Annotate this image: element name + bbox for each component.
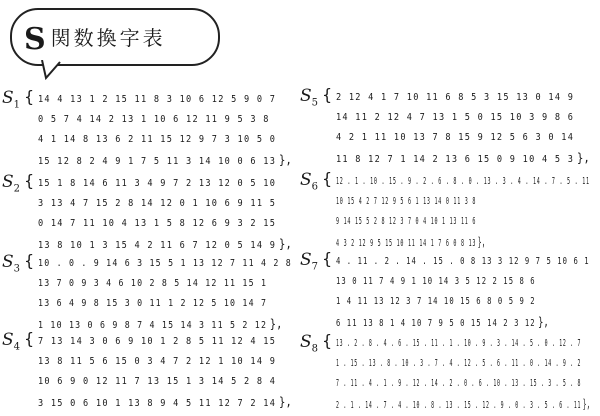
sbox-row-values: 14 4 13 1 2 15 11 8 3 10 6 12 5 9 0 7 xyxy=(38,94,277,105)
sbox-row xyxy=(38,234,292,256)
open-brace: { xyxy=(24,329,35,348)
sbox-row xyxy=(38,110,292,130)
sbox-row-values: 13 8 11 5 6 15 0 3 4 7 2 12 1 10 14 9 xyxy=(38,356,277,367)
sbox-row xyxy=(38,372,292,392)
sbox-row xyxy=(38,150,292,172)
sbox-label-letter: S xyxy=(300,170,312,190)
sbox-row-values: 3 15 0 6 10 1 13 8 9 4 5 11 12 7 2 14 xyxy=(38,398,277,409)
sbox-row xyxy=(336,354,590,374)
sbox-label-index: 4 xyxy=(13,341,21,353)
sbox-row xyxy=(336,108,590,128)
close-brace: }, xyxy=(278,237,292,251)
sbox-row-values: 7 . 11 . 4 . 1 . 9 . 12 . 14 . 2 . 0 . 6 . 10 . 13 . 15 . 3 . 5 . 8 xyxy=(336,378,582,389)
sbox-row-values: 13 7 0 9 3 4 6 10 2 8 5 14 12 11 15 1 xyxy=(38,278,268,289)
sbox-rows xyxy=(38,332,319,414)
sbox-row xyxy=(336,232,590,254)
sbox-row xyxy=(336,252,590,272)
sbox-row xyxy=(38,214,292,234)
sbox-row xyxy=(38,254,292,274)
sbox-row xyxy=(336,394,590,416)
sbox-row-values: 3 13 4 7 15 2 8 14 12 0 1 10 6 9 11 5 xyxy=(38,198,277,209)
close-brace: }, xyxy=(278,153,292,167)
sbox-row-values: 10 15 4 2 7 12 9 5 6 1 13 14 0 11 3 8 xyxy=(336,196,477,207)
sbox-row-values: 0 5 7 4 14 2 13 1 10 6 12 11 9 5 3 8 xyxy=(38,114,270,125)
sbox-row xyxy=(336,128,590,148)
sbox-row-values: 9 14 15 5 2 8 12 3 7 0 4 10 1 13 11 6 xyxy=(336,216,477,227)
sbox-label-index: 2 xyxy=(13,183,21,195)
sbox-rows xyxy=(38,90,319,172)
sbox-rows xyxy=(38,174,319,256)
sbox-row xyxy=(38,294,292,314)
sbox-row-values: 15 1 8 14 6 11 3 4 9 7 2 13 12 0 5 10 xyxy=(38,178,277,189)
sbox-label-letter: S xyxy=(300,86,312,106)
sbox-row xyxy=(38,90,292,110)
sbox-row xyxy=(38,392,292,414)
close-brace: }, xyxy=(582,397,591,411)
sbox-row xyxy=(336,88,590,108)
sbox-row-values: 11 8 12 7 1 14 2 13 6 15 0 9 10 4 5 3 xyxy=(336,154,575,165)
sbox-row-values: 1 . 15 . 13 . 8 . 10 . 3 . 7 . 4 . 12 . 5 . 6 . 11 . 0 . 14 . 9 . 2 xyxy=(336,358,582,369)
sbox-row-values: 13 6 4 9 8 15 3 0 11 1 2 12 5 10 14 7 xyxy=(38,298,268,309)
sbox-row-values: 4 . 11 . 2 . 14 . 15 . 0 8 13 3 12 9 7 5 10 6 1 xyxy=(336,256,590,267)
open-brace: { xyxy=(322,169,333,188)
close-brace: }, xyxy=(576,151,590,165)
sbox-row-values: 4 1 14 8 13 6 2 11 15 12 9 7 3 10 5 0 xyxy=(38,134,277,145)
sbox-row xyxy=(336,272,590,292)
sbox-row-values: 10 . 0 . 9 14 6 3 15 5 1 13 12 7 11 4 2 8 xyxy=(38,258,292,269)
sbox-row xyxy=(336,334,590,354)
sbox-label xyxy=(300,86,318,108)
sbox-row xyxy=(38,174,292,194)
sbox-label-index: 7 xyxy=(311,261,319,273)
sbox-row-values: 2 . 1 . 14 . 7 . 4 . 10 . 8 . 13 . 15 . 12 . 9 . 0 . 3 . 5 . 6 . 11 xyxy=(336,400,582,411)
open-brace: { xyxy=(24,87,35,106)
open-brace: { xyxy=(24,251,35,270)
sbox-row-values: 13 0 11 7 4 9 1 10 14 3 5 12 2 15 8 6 xyxy=(336,276,536,287)
sbox-row xyxy=(336,172,590,192)
sbox-row xyxy=(38,274,292,294)
sbox-rows xyxy=(336,334,600,416)
sbox-label-letter: S xyxy=(300,332,312,352)
sbox-row xyxy=(38,130,292,150)
title-text: 関数換字表 xyxy=(50,26,166,50)
sbox-label-letter: S xyxy=(2,172,14,192)
sbox-row-values: 1 4 11 13 12 3 7 14 10 15 6 8 0 5 9 2 xyxy=(336,296,536,307)
sbox-label-index: 3 xyxy=(13,263,21,275)
sbox-row-values: 2 12 4 1 7 10 11 6 8 5 3 15 13 0 14 9 xyxy=(336,92,575,103)
sbox-label xyxy=(2,252,20,274)
sbox-row-values: 1 10 13 0 6 9 8 7 4 15 14 3 11 5 2 12 xyxy=(38,320,268,331)
sbox-row xyxy=(336,192,590,212)
sbox-row xyxy=(336,212,590,232)
sbox-label-index: 1 xyxy=(13,99,21,111)
sbox-label xyxy=(2,88,20,110)
bubble-tail xyxy=(40,60,62,80)
sbox-row-values: 4 2 1 11 10 13 7 8 15 9 12 5 6 3 0 14 xyxy=(336,132,575,143)
sbox-row xyxy=(336,292,590,312)
sbox-label xyxy=(300,170,318,192)
sbox-label-letter: S xyxy=(2,88,14,108)
sbox-row xyxy=(336,148,590,170)
title-prefix: S xyxy=(24,22,49,57)
sbox-row xyxy=(38,194,292,214)
sbox-row xyxy=(336,374,590,394)
sbox-row-values: 13 8 10 1 3 15 4 2 11 6 7 12 0 5 14 9 xyxy=(38,240,277,251)
sbox-row xyxy=(336,312,590,334)
sbox-row-values: 4 3 2 12 9 5 15 10 11 14 1 7 6 0 8 13 xyxy=(336,238,477,249)
open-brace: { xyxy=(24,171,35,190)
sbox-row xyxy=(38,352,292,372)
sbox-label xyxy=(2,172,20,194)
sbox-label xyxy=(300,250,318,272)
sbox-row-values: 14 11 2 12 4 7 13 1 5 0 15 10 3 9 8 6 xyxy=(336,112,575,123)
sbox-row-values: 0 14 7 11 10 4 13 1 5 8 12 6 9 3 2 15 xyxy=(38,218,277,229)
sbox-rows xyxy=(38,254,330,336)
sbox-row-values: 15 12 8 2 4 9 1 7 5 11 3 14 10 0 6 13 xyxy=(38,156,277,167)
sbox-row-values: 7 13 14 3 0 6 9 10 1 2 8 5 11 12 4 15 xyxy=(38,336,277,347)
sbox-row xyxy=(38,332,292,352)
close-brace: }, xyxy=(537,315,549,329)
sbox-label-index: 8 xyxy=(311,343,319,355)
close-brace: }, xyxy=(269,317,283,331)
sbox-row-values: 10 6 9 0 12 11 7 13 15 1 3 14 5 2 8 4 xyxy=(38,376,277,387)
sbox-label-letter: S xyxy=(2,252,14,272)
close-brace: }, xyxy=(278,395,292,409)
sbox-label-letter: S xyxy=(300,250,312,270)
open-brace: { xyxy=(322,331,333,350)
sbox-rows xyxy=(336,172,600,254)
sbox-label xyxy=(300,332,318,354)
open-brace: { xyxy=(322,249,333,268)
sbox-rows xyxy=(336,252,600,334)
sbox-row-values: 6 11 13 8 1 4 10 7 9 5 0 15 14 2 3 12 xyxy=(336,318,536,329)
sbox-rows xyxy=(336,88,600,170)
sbox-label-index: 6 xyxy=(311,181,319,193)
page-title xyxy=(24,22,166,57)
sbox-label-index: 5 xyxy=(311,97,319,109)
sbox-row-values: 13 . 2 . 8 . 4 . 6 . 15 . 11 . 1 . 10 . 9 . 3 . 14 . 5 . 0 . 12 . 7 xyxy=(336,338,582,349)
sbox-row-values: 12 . 1 . 10 . 15 . 9 . 2 . 6 . 8 . 0 . 13 . 3 . 4 . 14 . 7 . 5 . 11 xyxy=(336,176,590,187)
sbox-label-letter: S xyxy=(2,330,14,350)
close-brace: }, xyxy=(477,235,486,249)
sbox-label xyxy=(2,330,20,352)
open-brace: { xyxy=(322,85,333,104)
